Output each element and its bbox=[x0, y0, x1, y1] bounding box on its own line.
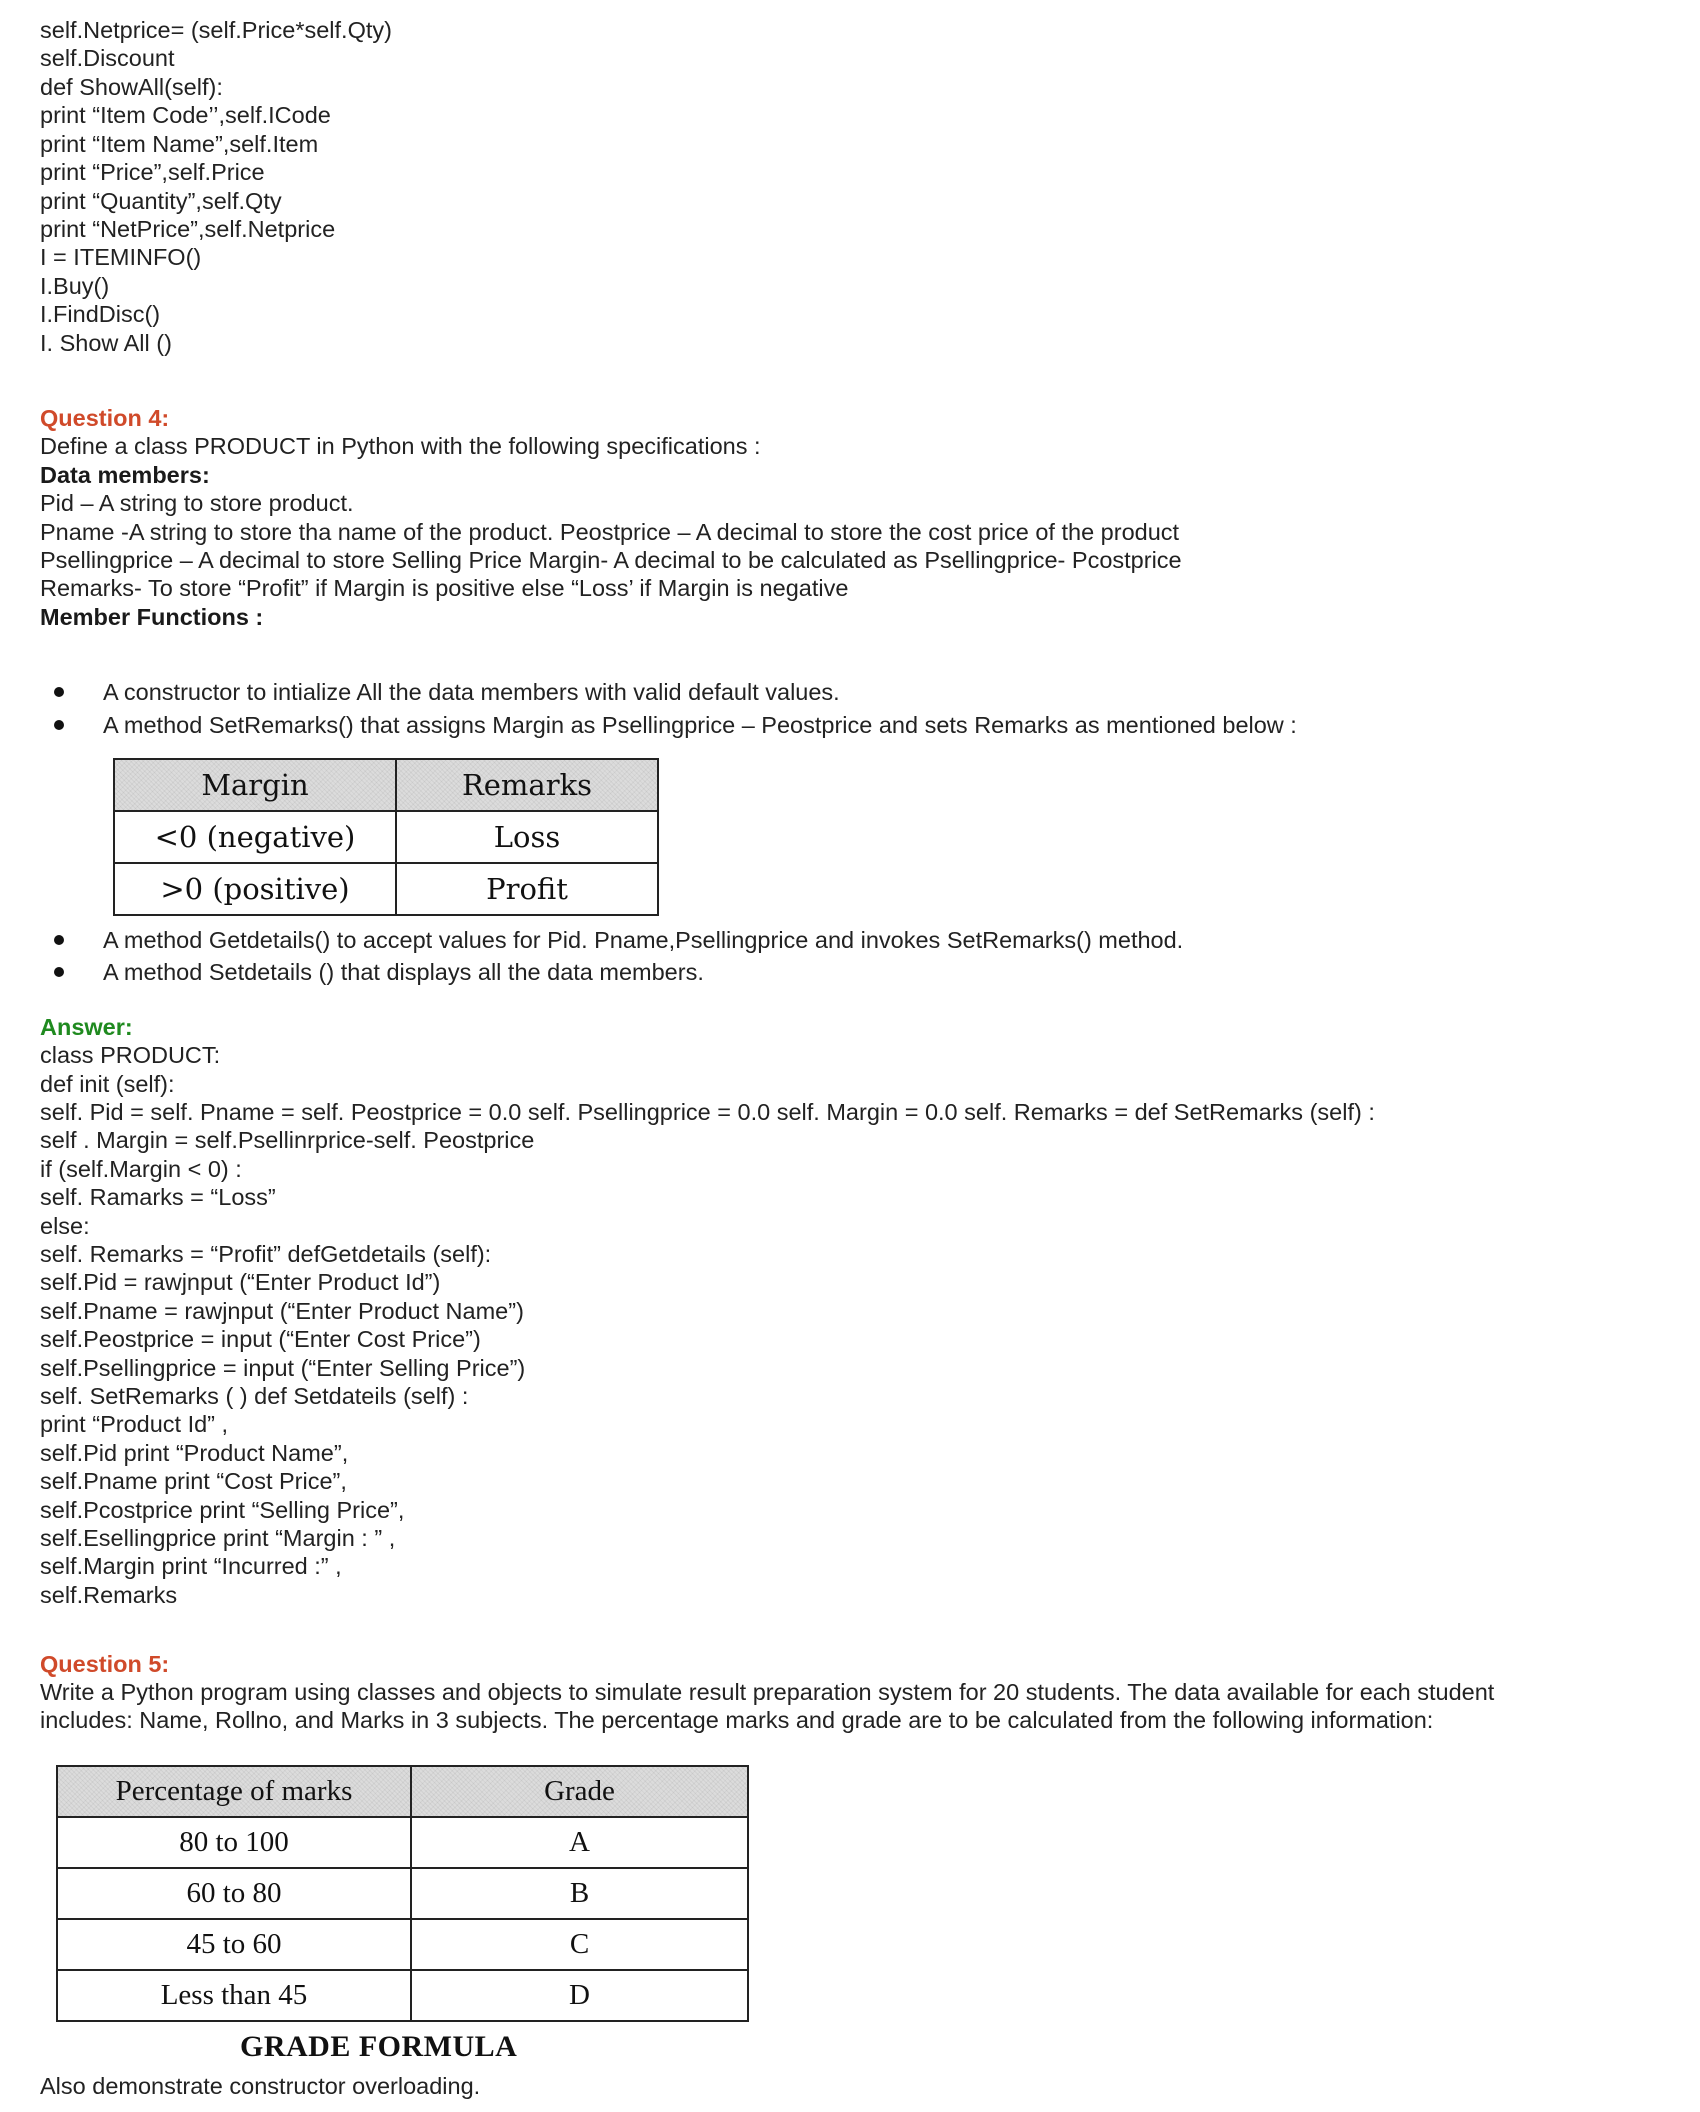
answer-code-line: self.Margin print “Incurred :” , bbox=[40, 1553, 342, 1579]
code-line: I.Buy() bbox=[40, 273, 110, 299]
question-5-footer: Also demonstrate constructor overloading. bbox=[40, 2073, 481, 2099]
table-cell: D bbox=[411, 1970, 748, 2021]
data-member-line: Pname -A string to store tha name of the product. Peostprice – A decimal to store the cost price of the product bbox=[40, 519, 1180, 545]
table-cell: B bbox=[411, 1868, 748, 1919]
code-line: self.Netprice= (self.Price*self.Qty) bbox=[40, 17, 392, 43]
table-cell: Profit bbox=[396, 863, 658, 915]
answer-code-line: self.Pname = rawjnput (“Enter Product Name”) bbox=[40, 1298, 524, 1324]
answer-code-line: else: bbox=[40, 1213, 90, 1239]
answer-code-line: self. Ramarks = “Loss” bbox=[40, 1184, 276, 1210]
code-line: I. Show All () bbox=[40, 330, 172, 356]
question-5-text: includes: Name, Rollno, and Marks in 3 subjects. The percentage marks and grade are to be calculated from the following information: bbox=[40, 1707, 1434, 1733]
answer-code-line: self.Psellingprice = input (“Enter Selling Price”) bbox=[40, 1355, 526, 1381]
answer-code-line: self.Pid = rawjnput (“Enter Product Id”) bbox=[40, 1269, 441, 1295]
data-member-line: Psellingprice – A decimal to store Selling Price Margin- A decimal to be calculated as Psellingprice- Pcostprice bbox=[40, 547, 1182, 573]
table-cell: >0 (positive) bbox=[114, 863, 396, 915]
table-header-cell: Percentage of marks bbox=[57, 1766, 411, 1817]
bullet-icon bbox=[52, 926, 66, 940]
answer-code-line: self.Pid print “Product Name”, bbox=[40, 1440, 349, 1466]
margin-remarks-table bbox=[113, 758, 659, 916]
bullet-item: A method Setdetails () that displays all the data members. bbox=[103, 959, 704, 985]
table-header-cell: Margin bbox=[114, 759, 396, 811]
code-line: print “NetPrice”,self.Netprice bbox=[40, 216, 336, 242]
table-row bbox=[114, 811, 658, 863]
data-members-label: Data members: bbox=[40, 462, 210, 488]
answer-code-line: self. Pid = self. Pname = self. Peostprice = 0.0 self. Psellingprice = 0.0 self. Margin = 0.0 self. Remarks = def SetRemarks (self) : bbox=[40, 1099, 1375, 1125]
data-member-line: Pid – A string to store product. bbox=[40, 490, 354, 516]
code-line: I.FindDisc() bbox=[40, 301, 161, 327]
table-row bbox=[114, 863, 658, 915]
table-cell: 45 to 60 bbox=[57, 1919, 411, 1970]
bullet-item: A constructor to intialize All the data members with valid default values. bbox=[103, 679, 840, 705]
answer-code-line: self. Remarks = “Profit” defGetdetails (self): bbox=[40, 1241, 492, 1267]
member-functions-label: Member Functions : bbox=[40, 604, 264, 630]
answer-code-line: self . Margin = self.Psellinrprice-self. Peostprice bbox=[40, 1127, 535, 1153]
bullet-item: A method Getdetails() to accept values for Pid. Pname,Psellingprice and invokes SetRemarks() method. bbox=[103, 927, 1184, 953]
table-cell: C bbox=[411, 1919, 748, 1970]
table-cell: Loss bbox=[396, 811, 658, 863]
code-line: print “Item Name”,self.Item bbox=[40, 131, 319, 157]
bullet-item: A method SetRemarks() that assigns Margin as Psellingprice – Peostprice and sets Remarks as mentioned below : bbox=[103, 712, 1297, 738]
code-line: print “Item Code’’,self.ICode bbox=[40, 102, 331, 128]
table-header-cell: Grade bbox=[411, 1766, 748, 1817]
bullet-icon bbox=[52, 958, 66, 972]
question-5-text: Write a Python program using classes and objects to simulate result preparation system for 20 students. The data available for each student bbox=[40, 1679, 1495, 1705]
table-header-row bbox=[114, 759, 658, 811]
table-cell: A bbox=[411, 1817, 748, 1868]
table-cell: Less than 45 bbox=[57, 1970, 411, 2021]
answer-code-line: self. SetRemarks ( ) def Setdateils (self) : bbox=[40, 1383, 469, 1409]
table-row bbox=[57, 1970, 748, 2021]
code-line: I = ITEMINFO() bbox=[40, 244, 202, 270]
table-cell: 80 to 100 bbox=[57, 1817, 411, 1868]
answer-code-line: self.Peostprice = input (“Enter Cost Price”) bbox=[40, 1326, 481, 1352]
table-header-row bbox=[57, 1766, 748, 1817]
answer-code-line: self.Pcostprice print “Selling Price”, bbox=[40, 1497, 405, 1523]
question-4-intro: Define a class PRODUCT in Python with the following specifications : bbox=[40, 433, 761, 459]
table-row bbox=[57, 1868, 748, 1919]
answer-code-line: print “Product Id” , bbox=[40, 1411, 229, 1437]
table-row bbox=[57, 1919, 748, 1970]
table-cell: 60 to 80 bbox=[57, 1868, 411, 1919]
answer-code-line: def init (self): bbox=[40, 1071, 175, 1097]
answer-code-line: class PRODUCT: bbox=[40, 1042, 221, 1068]
table-header-cell: Remarks bbox=[396, 759, 658, 811]
code-line: self.Discount bbox=[40, 45, 175, 71]
question-5-heading: Question 5: bbox=[40, 1651, 170, 1677]
grade-formula-table bbox=[56, 1765, 749, 2022]
code-line: print “Quantity”,self.Qty bbox=[40, 188, 282, 214]
answer-code-line: if (self.Margin < 0) : bbox=[40, 1156, 242, 1182]
table-row bbox=[57, 1817, 748, 1868]
answer-heading: Answer: bbox=[40, 1014, 133, 1040]
data-member-line: Remarks- To store “Profit” if Margin is positive else “Loss’ if Margin is negative bbox=[40, 575, 849, 601]
bullet-icon bbox=[52, 678, 66, 692]
code-line: print “Price”,self.Price bbox=[40, 159, 265, 185]
grade-table-caption: GRADE FORMULA bbox=[240, 2030, 518, 2063]
answer-code-line: self.Remarks bbox=[40, 1582, 178, 1608]
question-4-heading: Question 4: bbox=[40, 405, 170, 431]
answer-code-line: self.Esellingprice print “Margin : ” , bbox=[40, 1525, 396, 1551]
answer-code-line: self.Pname print “Cost Price”, bbox=[40, 1468, 347, 1494]
bullet-icon bbox=[52, 711, 66, 725]
table-cell: <0 (negative) bbox=[114, 811, 396, 863]
code-line: def ShowAll(self): bbox=[40, 74, 223, 100]
